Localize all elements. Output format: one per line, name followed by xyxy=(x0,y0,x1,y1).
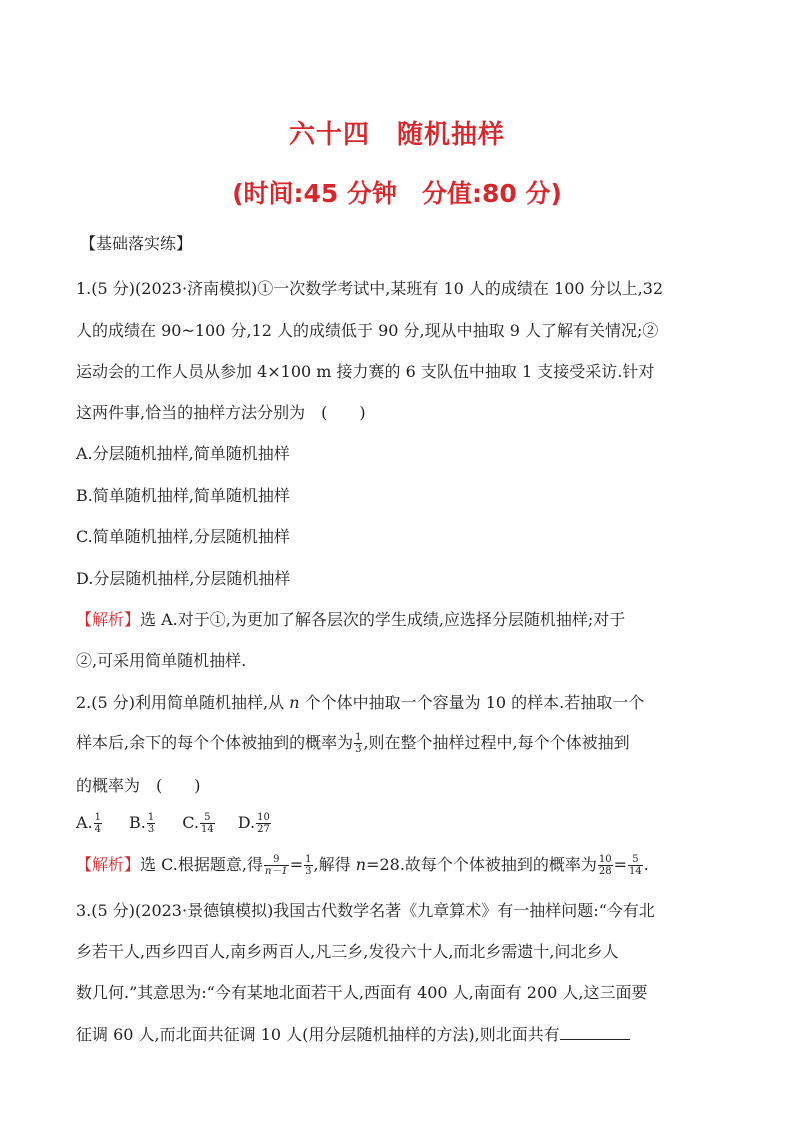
q1-analysis-line-2: ②,可采用简单随机抽样. xyxy=(76,651,247,670)
fraction-numerator: 1 xyxy=(147,812,155,823)
q1-option-b: B.简单随机抽样,简单随机抽样 xyxy=(76,486,290,505)
answer-blank[interactable] xyxy=(560,1025,630,1040)
fraction-numerator: 1 xyxy=(94,812,102,823)
q1-line-3: 运动会的工作人员从参加 4×100 m 接力赛的 6 支队伍中抽取 1 支接受采访.针对 xyxy=(76,362,655,381)
q2-analysis-text: ,解得 xyxy=(313,855,356,874)
q3-line-4 xyxy=(76,1022,630,1045)
fraction-denominator: 3 xyxy=(305,866,312,877)
analysis-fraction xyxy=(264,854,289,877)
equals-sign: = xyxy=(289,855,304,874)
analysis-label: 【解析】 xyxy=(76,610,141,629)
option-label: D. xyxy=(237,813,256,832)
q2-text: 2.(5 分)利用简单随机抽样,从 xyxy=(76,693,290,712)
period: . xyxy=(643,855,649,874)
page-title: 六十四 随机抽样 xyxy=(288,120,505,150)
q2-analysis-text: =28.故每个个体被抽到的概率为 xyxy=(366,855,597,874)
fraction-denominator: 28 xyxy=(598,866,612,877)
section-label: 【基础落实练】 xyxy=(80,234,193,253)
q1-option-a: A.分层随机抽样,简单随机抽样 xyxy=(76,444,290,463)
q3-line-1: 3.(5 分)(2023·景德镇模拟)我国古代数学名著《九章算术》有一抽样问题:“今有北 xyxy=(76,901,655,920)
equals-sign: = xyxy=(613,855,628,874)
q2-line-1 xyxy=(76,690,644,713)
q2-option-a xyxy=(76,812,103,835)
option-label: B. xyxy=(129,813,146,832)
option-fraction xyxy=(256,812,271,835)
q2-option-b xyxy=(129,812,156,835)
fraction-numerator: 1 xyxy=(305,854,312,865)
q1-option-c: C.简单随机抽样,分层随机抽样 xyxy=(76,527,290,546)
fraction-denominator: 14 xyxy=(629,866,642,877)
analysis-fraction xyxy=(628,854,643,877)
q1-line-2: 人的成绩在 90~100 分,12 人的成绩低于 90 分,现从中抽取 9 人了解有关情况;② xyxy=(76,321,659,340)
fraction-denominator: 4 xyxy=(94,824,102,835)
q1-option-d: D.分层随机抽样,分层随机抽样 xyxy=(76,569,291,588)
fraction-denominator: n－1 xyxy=(264,866,288,877)
analysis-fraction xyxy=(598,854,613,877)
q2-options xyxy=(76,812,272,835)
q1-line-4: 这两件事,恰当的抽样方法分别为 ( ) xyxy=(76,403,366,422)
fraction-denominator: 27 xyxy=(257,824,270,835)
fraction-numerator: 10 xyxy=(598,854,612,865)
q2-text: 个个体中抽取一个容量为 10 的样本.若抽取一个 xyxy=(299,693,645,712)
option-label: C. xyxy=(182,813,199,832)
q2-var-n: n xyxy=(289,693,300,712)
fraction-denominator: 14 xyxy=(201,824,214,835)
q2-text: ,则在整个抽样过程中,每个个体被抽到 xyxy=(363,733,630,752)
q3-line-2: 乡若干人,西乡四百人,南乡两百人,凡三乡,发役六十人,而北乡需遗十,问北乡人 xyxy=(76,942,619,961)
q1-analysis-text: 选 A.对于①,为更加了解各层次的学生成绩,应选择分层随机抽样;对于 xyxy=(140,610,626,629)
analysis-label: 【解析】 xyxy=(76,855,141,874)
fraction-denominator: 3 xyxy=(147,824,155,835)
q3-text: 征调 60 人,而北面共征调 10 人(用分层随机抽样的方法),则北面共有 xyxy=(76,1025,560,1044)
option-label: A. xyxy=(76,813,93,832)
option-fraction xyxy=(147,812,155,835)
q2-line-2 xyxy=(76,730,630,755)
q2-var-n: n xyxy=(355,855,367,874)
analysis-fraction xyxy=(304,854,312,877)
q2-fraction xyxy=(354,732,362,755)
q2-analysis-text: 选 C.根据题意,得 xyxy=(140,855,263,874)
q3-line-3: 数几何.”其意思为:“今有某地北面若干人,西面有 400 人,南面有 200 人,这三面要 xyxy=(76,983,648,1002)
fraction-numerator: 9 xyxy=(264,854,289,866)
option-fraction xyxy=(200,812,215,835)
fraction-numerator: 10 xyxy=(257,812,270,823)
q2-option-c xyxy=(182,812,216,835)
page-subtitle: (时间:45 分钟 分值:80 分) xyxy=(232,179,562,208)
q2-text: 样本后,余下的每个个体被抽到的概率为 xyxy=(76,733,354,752)
fraction-denominator: 3 xyxy=(355,744,362,755)
q2-line-3: 的概率为 ( ) xyxy=(76,776,201,795)
q1-line-1: 1.(5 分)(2023·济南模拟)①一次数学考试中,某班有 10 人的成绩在 100 分以上,32 xyxy=(76,279,664,298)
fraction-numerator: 1 xyxy=(355,732,362,743)
q2-analysis xyxy=(76,852,649,877)
option-fraction xyxy=(94,812,102,835)
q1-analysis-line-1 xyxy=(76,607,625,630)
fraction-numerator: 5 xyxy=(200,812,215,824)
q2-option-d xyxy=(237,812,272,835)
fraction-numerator: 5 xyxy=(628,854,643,866)
